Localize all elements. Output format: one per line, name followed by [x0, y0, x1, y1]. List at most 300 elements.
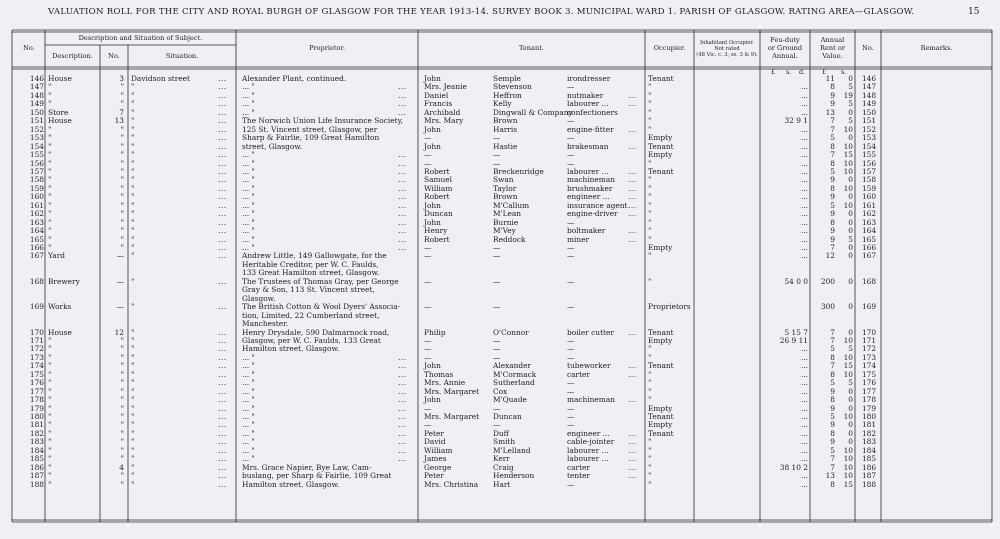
row-tenant-occupation: tubeworker	[567, 361, 611, 371]
row-tenant-occupation: —	[567, 217, 575, 227]
row-proprietor: ... "	[242, 378, 255, 388]
row-no: 149	[29, 99, 44, 109]
row-situation-dots: ...	[218, 395, 227, 405]
row-proprietor-dots: ...	[398, 386, 407, 396]
row-no: 171	[29, 335, 44, 345]
row-occupier: "	[648, 226, 652, 236]
row-tenant-occupation: labourer ...	[567, 454, 609, 464]
row-tenant-surname: Kelly	[493, 99, 512, 109]
row-situation: "	[131, 302, 135, 312]
row-tenant-occupation: miner	[567, 234, 590, 244]
row-subject-no: "	[120, 226, 124, 236]
row-situation-dots: ...	[218, 479, 227, 489]
row-rent-shillings: 19	[843, 90, 853, 100]
row-occupier: "	[648, 386, 652, 396]
row-description: Works	[48, 302, 72, 312]
row-tenant-first: James	[424, 454, 447, 464]
row-rent-pounds: 9	[830, 226, 835, 236]
row-situation-dots: ...	[218, 183, 227, 193]
row-situation-dots: ...	[218, 133, 227, 143]
header-feu-duty-2: or Ground	[767, 44, 803, 52]
header-inhabitant-sub1: Not rated	[714, 46, 740, 52]
row-proprietor-dots: ...	[398, 150, 407, 160]
row-rent-shillings: 10	[843, 369, 853, 379]
row-occupier: "	[648, 217, 652, 227]
row-no-right: 172	[861, 344, 877, 354]
row-subject-no: "	[120, 403, 124, 413]
row-feu-duty: ...	[800, 243, 808, 252]
row-occupier: "	[648, 471, 652, 481]
row-no: 161	[29, 200, 44, 210]
row-tenant-surname: Kerr	[493, 454, 510, 464]
row-tenant-occupation: —	[567, 378, 575, 388]
row-tenant-occupation: —	[567, 276, 575, 286]
row-proprietor: ... "	[242, 445, 255, 455]
row-tenant-first: —	[424, 133, 432, 143]
row-situation: "	[131, 158, 135, 168]
row-proprietor-dots: ...	[398, 378, 407, 388]
row-situation-dots: ...	[218, 141, 227, 151]
row-proprietor-dots: ...	[398, 361, 407, 371]
page-header	[0, 7, 1000, 21]
row-tenant-occupation: tenter	[567, 471, 590, 481]
row-subject-no: —	[116, 302, 124, 312]
row-no-right: 181	[861, 420, 877, 430]
row-description: "	[48, 420, 52, 430]
row-no-right: 168	[861, 276, 877, 286]
row-proprietor: ... "	[242, 150, 255, 160]
row-occupier: "	[648, 99, 652, 109]
row-description: "	[48, 462, 52, 472]
row-feu-duty: ...	[800, 82, 808, 92]
row-occupier: "	[648, 209, 652, 219]
row-feu-duty: ...	[800, 395, 808, 405]
row-subject-no: "	[120, 99, 124, 109]
row-rent-shillings: 10	[843, 454, 853, 464]
row-occupier: "	[648, 158, 652, 168]
row-rent-pounds: 7	[830, 116, 835, 126]
row-situation-dots: ...	[218, 462, 227, 472]
row-tenant-occupation: —	[567, 302, 575, 312]
row-description: "	[48, 124, 52, 134]
row-proprietor: ... "	[242, 183, 255, 193]
row-proprietor: Glasgow.	[242, 293, 276, 303]
row-rent-pounds: 7	[830, 454, 835, 464]
row-proprietor: ... "	[242, 454, 255, 464]
row-tenant-occupation: machineman	[567, 175, 615, 185]
row-proprietor: 125 St. Vincent street, Glasgow, per	[242, 124, 378, 134]
row-proprietor: ... "	[242, 412, 255, 421]
row-proprietor: Hamilton street, Glasgow.	[242, 479, 340, 489]
row-rent-pounds: 5	[830, 344, 835, 354]
row-tenant-first: John	[424, 124, 441, 134]
row-situation: "	[131, 107, 135, 117]
row-description: "	[48, 361, 52, 371]
row-no: 181	[29, 420, 44, 430]
row-situation: "	[131, 276, 135, 286]
row-no: 152	[29, 124, 44, 134]
row-occupier: "	[648, 352, 652, 362]
row-rent-pounds: 7	[830, 150, 835, 160]
row-situation: "	[131, 183, 135, 193]
row-no-right: 152	[861, 124, 877, 134]
row-tenant-first: Samuel	[424, 175, 452, 185]
row-situation: "	[131, 141, 135, 151]
row-tenant-first: Duncan	[424, 209, 453, 219]
row-tenant-surname: —	[493, 276, 501, 286]
row-situation-dots: ...	[218, 344, 227, 354]
row-proprietor: Heritable Creditor, per W. C. Faulds,	[242, 259, 379, 269]
row-rent-pounds: 9	[830, 420, 835, 430]
row-proprietor: ... "	[242, 107, 255, 117]
row-no-right: 160	[861, 192, 877, 202]
row-proprietor: ... "	[242, 428, 255, 438]
row-rent-shillings: 15	[843, 150, 853, 160]
row-tenant-surname: Alexander	[493, 361, 532, 371]
row-tenant-dots: ...	[628, 124, 637, 134]
row-tenant-occupation: boiler cutter	[567, 327, 614, 337]
row-subject-no: "	[120, 234, 124, 244]
row-feu-duty: ...	[800, 361, 808, 371]
row-rent-pounds: 12	[825, 251, 835, 261]
row-tenant-first: —	[424, 344, 432, 354]
row-subject-no: "	[120, 445, 124, 455]
row-no: 178	[29, 395, 44, 405]
row-no: 158	[29, 175, 44, 185]
row-rent-shillings: 0	[848, 217, 853, 227]
row-rent-pounds: 7	[830, 462, 835, 472]
row-description: "	[48, 395, 52, 405]
row-situation-dots: ...	[218, 74, 227, 83]
row-tenant-surname: —	[493, 344, 501, 354]
row-occupier: "	[648, 276, 652, 286]
row-situation: "	[131, 327, 135, 337]
header-feu-duty-3: Annual.	[772, 52, 798, 60]
row-tenant-surname: M'Callum	[493, 200, 530, 210]
row-tenant-first: Peter	[424, 471, 444, 481]
row-tenant-surname: Harris	[493, 124, 518, 134]
row-tenant-surname: M'Lean	[493, 209, 522, 219]
row-tenant-occupation: engine-fitter	[567, 124, 614, 134]
row-proprietor: Alexander Plant, continued.	[242, 74, 347, 83]
row-description: House	[48, 116, 72, 126]
row-no-right: 148	[861, 90, 877, 100]
row-situation: Davidson street	[131, 74, 190, 83]
row-no-right: 178	[861, 395, 877, 405]
row-tenant-occupation: —	[567, 243, 575, 252]
row-tenant-dots: ...	[628, 192, 637, 202]
row-subject-no: "	[120, 158, 124, 168]
feu-unit-d: d.	[799, 68, 806, 76]
row-subject-no: "	[120, 352, 124, 362]
row-occupier: "	[648, 116, 652, 126]
row-no: 148	[29, 90, 44, 100]
row-occupier: "	[648, 124, 652, 134]
row-tenant-first: —	[424, 302, 432, 312]
row-situation: "	[131, 344, 135, 354]
row-no-right: 166	[861, 243, 877, 252]
feu-unit-s: s.	[786, 68, 792, 76]
row-situation-dots: ...	[218, 369, 227, 379]
row-tenant-dots: ...	[628, 200, 637, 210]
row-proprietor-dots: ...	[398, 428, 407, 438]
row-tenant-first: Mrs. Annie	[424, 378, 466, 388]
row-situation-dots: ...	[218, 175, 227, 185]
row-rent-pounds: 200	[820, 276, 835, 286]
row-proprietor: Sharp & Fairlie, 109 Great Hamilton	[242, 133, 380, 143]
row-tenant-first: Mrs. Christina	[424, 479, 479, 489]
row-no-right: 151	[861, 116, 877, 126]
row-proprietor: ... "	[242, 82, 255, 92]
row-rent-shillings: 5	[848, 344, 853, 354]
row-situation: "	[131, 99, 135, 109]
row-tenant-dots: ...	[628, 445, 637, 455]
row-occupier: "	[648, 192, 652, 202]
row-situation-dots: ...	[218, 386, 227, 396]
row-proprietor-dots: ...	[398, 158, 407, 168]
row-tenant-occupation: labourer ...	[567, 445, 609, 455]
row-description: House	[48, 74, 72, 83]
row-no-right: 158	[861, 175, 877, 185]
row-rent-shillings: 10	[843, 412, 853, 421]
row-situation: "	[131, 175, 135, 185]
header-occupier: Occupier.	[653, 44, 686, 52]
row-rent-shillings: 0	[848, 327, 853, 337]
row-subject-no: 7	[119, 107, 124, 117]
row-situation-dots: ...	[218, 90, 227, 100]
row-description: "	[48, 403, 52, 413]
row-situation-dots: ...	[218, 116, 227, 126]
row-description: "	[48, 454, 52, 464]
row-feu-duty: ...	[800, 344, 808, 354]
row-tenant-surname: Henderson	[493, 471, 535, 481]
row-rent-shillings: 0	[848, 302, 853, 312]
row-occupier: "	[648, 378, 652, 388]
row-no-right: 163	[861, 217, 877, 227]
row-proprietor: ... "	[242, 243, 255, 252]
row-subject-no: "	[120, 166, 124, 176]
row-rent-pounds: 7	[830, 327, 835, 337]
row-situation: "	[131, 243, 135, 252]
table-row	[0, 480, 1000, 490]
row-no: 168	[29, 276, 44, 286]
row-tenant-first: Daniel	[424, 90, 449, 100]
row-tenant-first: Mrs. Mary	[424, 116, 464, 126]
row-proprietor-dots: ...	[398, 445, 407, 455]
row-situation-dots: ...	[218, 302, 227, 312]
row-subject-no: "	[120, 133, 124, 143]
row-tenant-dots: ...	[628, 141, 637, 151]
row-rent-pounds: 5	[830, 133, 835, 143]
row-proprietor-dots: ...	[398, 234, 407, 244]
row-proprietor-dots: ...	[398, 226, 407, 236]
row-situation: "	[131, 420, 135, 430]
row-tenant-occupation: —	[567, 420, 575, 430]
row-situation: "	[131, 192, 135, 202]
row-tenant-first: —	[424, 420, 432, 430]
row-description: "	[48, 209, 52, 219]
row-feu-duty: 26 9 11	[779, 335, 808, 345]
row-no-right: 157	[861, 166, 877, 176]
row-tenant-first: Mrs. Margaret	[424, 386, 480, 396]
row-situation: "	[131, 226, 135, 236]
row-no: 157	[29, 166, 44, 176]
row-situation: "	[131, 251, 135, 261]
row-tenant-surname: Dingwall & Company	[493, 107, 573, 117]
row-description: Store	[48, 107, 69, 117]
row-rent-pounds: 9	[830, 437, 835, 447]
rent-unit-s: s.	[841, 68, 847, 76]
row-rent-shillings: 0	[848, 243, 853, 252]
row-situation-dots: ...	[218, 234, 227, 244]
row-rent-pounds: 5	[830, 378, 835, 388]
row-feu-duty: ...	[800, 90, 808, 100]
row-rent-pounds: 9	[830, 175, 835, 185]
row-rent-shillings: 0	[848, 107, 853, 117]
row-occupier: Empty	[648, 243, 673, 252]
row-tenant-occupation: —	[567, 133, 575, 143]
row-tenant-first: Francis	[424, 99, 453, 109]
row-feu-duty: ...	[800, 471, 808, 481]
row-tenant-occupation: cable-jointer	[567, 437, 615, 447]
row-subject-no: "	[120, 395, 124, 405]
row-situation: "	[131, 369, 135, 379]
row-situation-dots: ...	[218, 82, 227, 92]
row-rent-pounds: 8	[830, 217, 835, 227]
row-feu-duty: ...	[800, 251, 808, 261]
row-no: 156	[29, 158, 44, 168]
row-tenant-first: Thomas	[424, 369, 454, 379]
row-description: House	[48, 327, 72, 337]
row-occupier: Tenant	[648, 327, 674, 337]
header-inhabitant: Inhabitant Occupier.	[699, 40, 755, 46]
row-rent-shillings: 0	[848, 276, 853, 286]
row-tenant-dots: ...	[628, 175, 637, 185]
row-subject-no: "	[120, 471, 124, 481]
row-rent-shillings: 10	[843, 124, 853, 134]
row-no-right: 169	[861, 302, 877, 312]
row-no: 165	[29, 234, 44, 244]
row-description: "	[48, 166, 52, 176]
row-tenant-first: —	[424, 276, 432, 286]
row-occupier: "	[648, 90, 652, 100]
row-no: 174	[29, 361, 44, 371]
row-rent-shillings: 0	[848, 437, 853, 447]
row-description: "	[48, 141, 52, 151]
row-situation-dots: ...	[218, 420, 227, 430]
row-proprietor-dots: ...	[398, 454, 407, 464]
row-subject-no: "	[120, 141, 124, 151]
row-feu-duty: ...	[800, 183, 808, 193]
row-rent-shillings: 10	[843, 335, 853, 345]
row-proprietor: ... "	[242, 166, 255, 176]
row-no: 159	[29, 183, 44, 193]
row-proprietor-dots: ...	[398, 166, 407, 176]
row-proprietor-dots: ...	[398, 82, 407, 92]
row-description: "	[48, 175, 52, 185]
header-feu-duty: Feu-duty	[770, 36, 800, 44]
header-remarks: Remarks.	[920, 44, 953, 52]
header-subject-group: Description and Situation of Subject.	[78, 34, 203, 42]
row-subject-no: "	[120, 209, 124, 219]
row-tenant-surname: Heffron	[493, 90, 522, 100]
row-tenant-first: George	[424, 462, 452, 472]
row-tenant-dots: ...	[628, 395, 637, 405]
row-tenant-surname: —	[493, 150, 501, 160]
row-no-right: 165	[861, 234, 877, 244]
row-tenant-dots: ...	[628, 327, 637, 337]
row-situation: "	[131, 82, 135, 92]
row-proprietor: ... "	[242, 192, 255, 202]
row-situation: "	[131, 437, 135, 447]
row-situation-dots: ...	[218, 150, 227, 160]
row-situation-dots: ...	[218, 412, 227, 421]
row-tenant-first: Peter	[424, 428, 444, 438]
row-situation: "	[131, 462, 135, 472]
row-feu-duty: ...	[800, 445, 808, 455]
row-proprietor-dots: ...	[398, 403, 407, 413]
row-proprietor-dots: ...	[398, 175, 407, 185]
row-tenant-occupation: —	[567, 82, 575, 92]
header-subject-no: No.	[108, 52, 120, 60]
row-rent-pounds: 13	[825, 471, 835, 481]
row-situation-dots: ...	[218, 378, 227, 388]
row-no: 177	[29, 386, 44, 396]
row-tenant-dots: ...	[628, 428, 637, 438]
row-description: "	[48, 428, 52, 438]
row-occupier: "	[648, 344, 652, 354]
row-no: 182	[29, 428, 44, 438]
row-rent-shillings: 0	[848, 420, 853, 430]
row-tenant-surname: Breckenridge	[493, 166, 544, 176]
row-tenant-occupation: nutmaker	[567, 90, 604, 100]
row-feu-duty: ...	[800, 158, 808, 168]
row-tenant-first: —	[424, 158, 432, 168]
row-situation: "	[131, 234, 135, 244]
row-rent-pounds: 13	[825, 107, 835, 117]
row-feu-duty: ...	[800, 192, 808, 202]
row-no: 151	[29, 116, 44, 126]
row-no: 180	[29, 412, 44, 421]
row-tenant-occupation: engineer ...	[567, 192, 610, 202]
row-subject-no: "	[120, 454, 124, 464]
row-description: "	[48, 150, 52, 160]
row-tenant-occupation: labourer ...	[567, 166, 609, 176]
row-situation-dots: ...	[218, 209, 227, 219]
row-tenant-first: Mrs. Jeanie	[424, 82, 467, 92]
row-subject-no: "	[120, 386, 124, 396]
row-proprietor-dots: ...	[398, 412, 407, 421]
row-occupier: Tenant	[648, 74, 674, 83]
row-situation: "	[131, 90, 135, 100]
row-no-right: 176	[861, 378, 877, 388]
row-tenant-first: —	[424, 251, 432, 261]
row-situation-dots: ...	[218, 445, 227, 455]
row-description: Brewery	[48, 276, 80, 286]
row-no-right: 149	[861, 99, 877, 109]
row-description: "	[48, 217, 52, 227]
header-no: No.	[23, 44, 35, 52]
row-no-right: 164	[861, 226, 877, 236]
row-description: "	[48, 437, 52, 447]
row-description: "	[48, 352, 52, 362]
row-tenant-occupation: brushmaker	[567, 183, 613, 193]
row-subject-no: "	[120, 412, 124, 421]
row-situation: "	[131, 386, 135, 396]
row-rent-shillings: 5	[848, 234, 853, 244]
row-tenant-occupation: insurance agent	[567, 200, 628, 210]
row-no: 170	[29, 327, 44, 337]
